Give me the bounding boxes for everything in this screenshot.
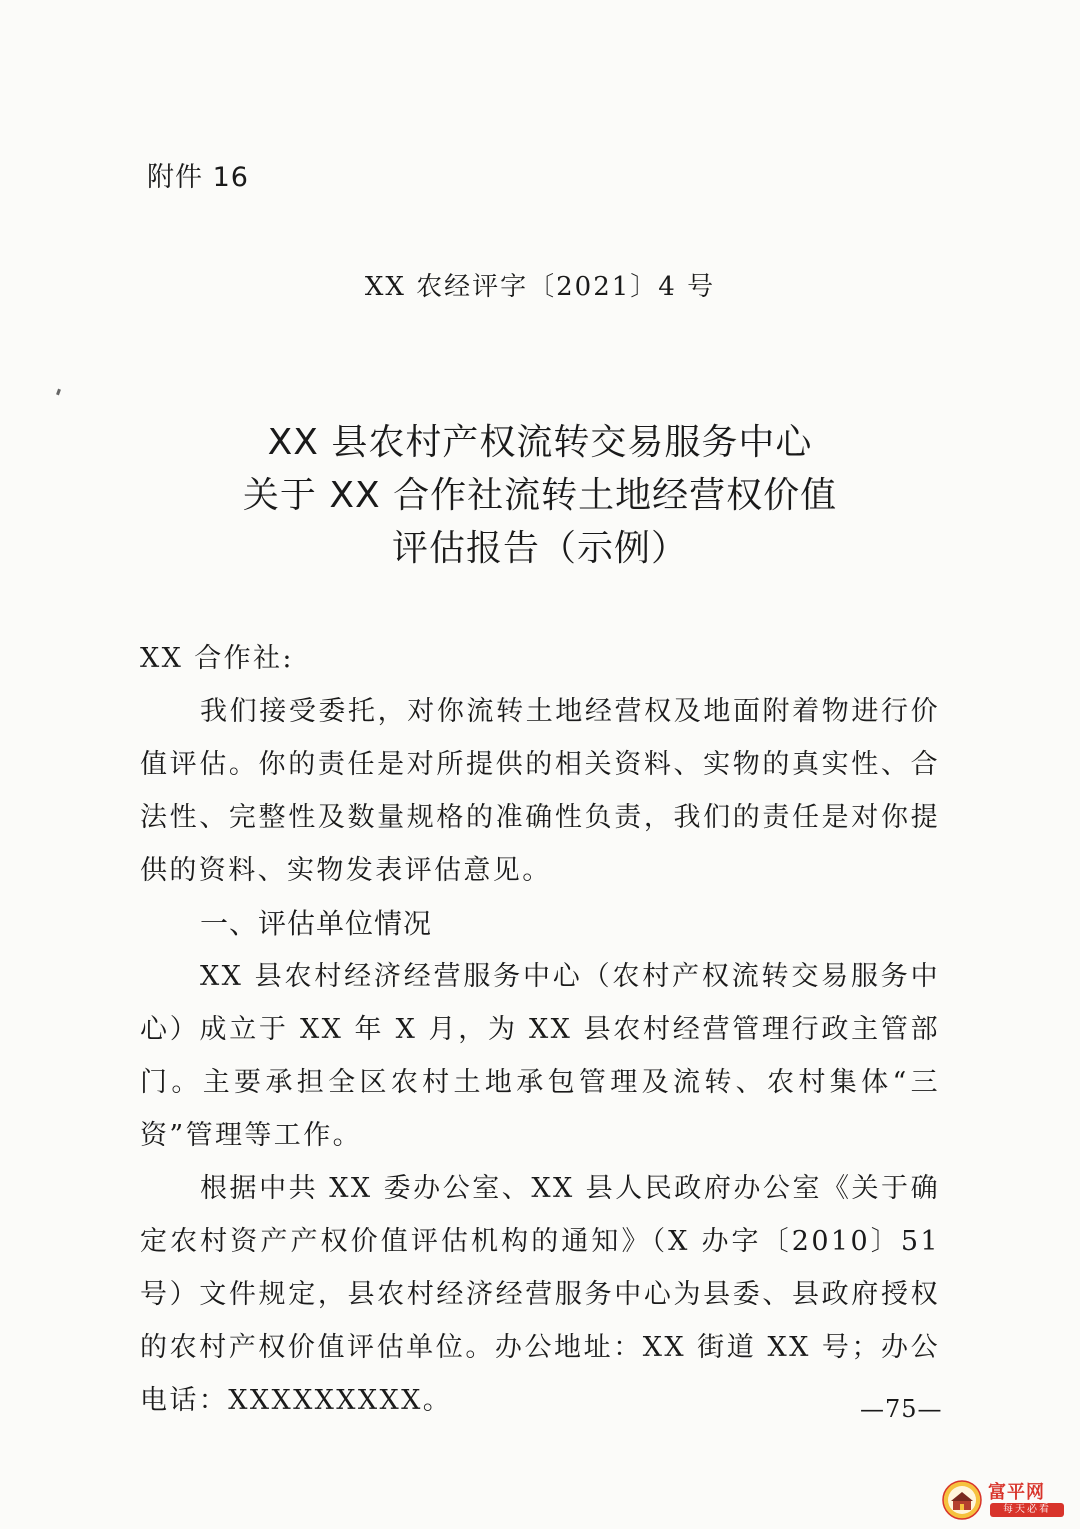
document-title bbox=[0, 416, 1080, 575]
watermark bbox=[942, 1478, 1072, 1524]
section-heading-1: 一、评估单位情况 bbox=[200, 907, 433, 940]
document-body bbox=[140, 632, 940, 1427]
watermark-logo-icon bbox=[942, 1480, 982, 1520]
watermark-title: 富平网 bbox=[988, 1482, 1045, 1503]
title-line-1: XX 县农村产权流转交易服务中心 bbox=[267, 422, 813, 463]
title-line-2: 关于 XX 合作社流转土地经营权价值 bbox=[242, 475, 838, 516]
watermark-subtitle: 每天必看 bbox=[990, 1503, 1064, 1517]
attachment-label: 附件 16 bbox=[147, 162, 249, 193]
paragraph-unit-info: XX 县农村经济经营服务中心（农村产权流转交易服务中心）成立于 XX 年 X 月，为 XX 县农村经营管理行政主管部门。主要承担全区农村土地承包管理及流转、农村集体“三资”管理等工作。 bbox=[140, 961, 940, 1151]
document-number: XX 农经评字〔2021〕4 号 bbox=[364, 272, 716, 302]
page-number: —75— bbox=[860, 1395, 943, 1423]
scan-speck bbox=[56, 389, 61, 396]
salutation: XX 合作社: bbox=[140, 643, 294, 674]
title-line-3: 评估报告（示例） bbox=[391, 528, 688, 569]
paragraph-authorization: 根据中共 XX 委办公室、XX 县人民政府办公室《关于确定农村资产产权价值评估机构的通知》（X 办字〔2010〕51 号）文件规定，县农村经济经营服务中心为县委、县政府授权的农村产权价值评估单位。办公地址：XX 街道 XX 号；办公电话：XXXXXXXXX。 bbox=[140, 1173, 940, 1416]
paragraph-intro: 我们接受委托，对你流转土地经营权及地面附着物进行价值评估。你的责任是对所提供的相关资料、实物的真实性、合法性、完整性及数量规格的准确性负责，我们的责任是对你提供的资料、实物发表评估意见。 bbox=[140, 696, 940, 886]
